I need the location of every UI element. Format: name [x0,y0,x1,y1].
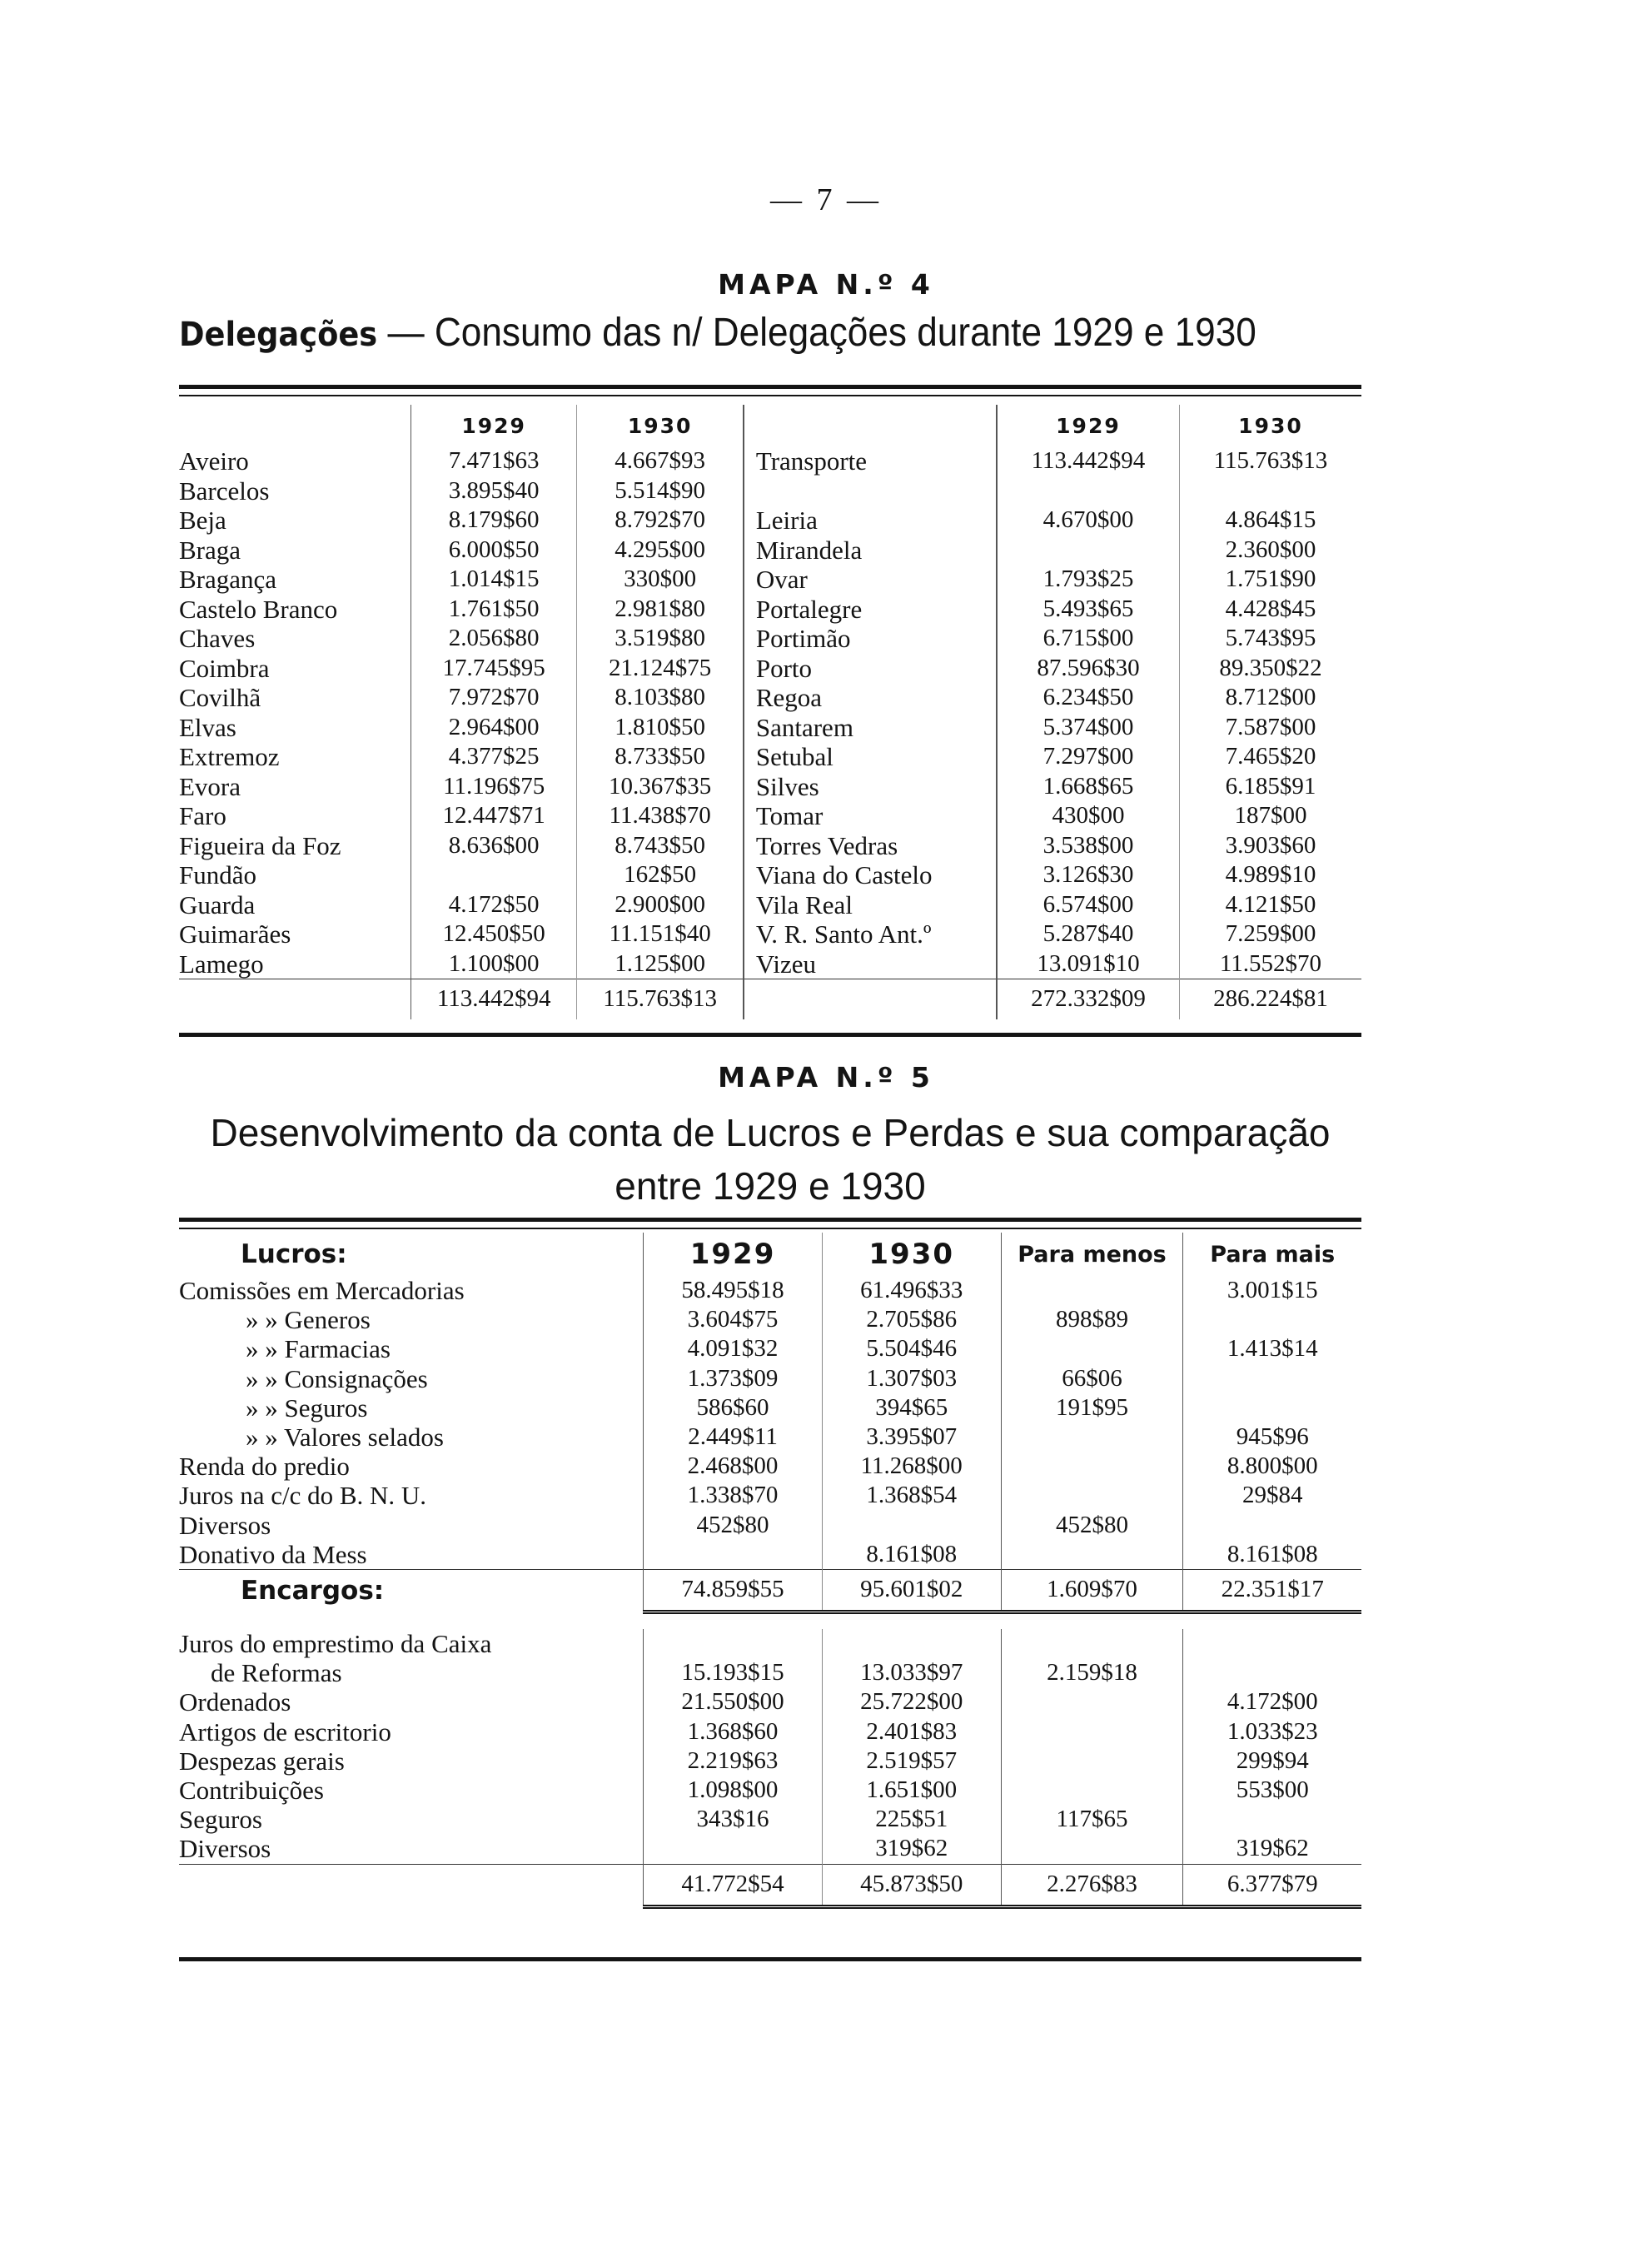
map4-right-1930: 89.350$22 [1219,654,1322,681]
map4-left-1929: 11.196$75 [411,772,576,802]
map5-lucros-total-row [179,1570,1361,1612]
map5-lucros-label: Diversos [179,1510,271,1540]
map4-left-name: Lamego [179,949,264,979]
map5-lucros-para-mais: 945$96 [1236,1423,1309,1451]
map4-row [179,890,1361,920]
map5-lucros-1930: 61.496$33 [822,1276,1001,1305]
map4-row [179,446,1361,476]
map5-lucros-1929: 4.091$32 [644,1334,823,1363]
map4-left-1930: 10.367$35 [577,772,744,802]
map4-left-name: Bragança [179,565,277,594]
map5-encargos-row [179,1687,1361,1716]
map4-left-1929: 1.761$50 [411,595,576,625]
map4-right-name: Setubal [755,742,833,771]
map5-lucros-1930: 5.504$46 [822,1334,1001,1363]
map5-lucros-para-mais: 1.413$14 [1227,1335,1318,1363]
map4-title-rest: — Consumo das n/ Delegações durante 1929 e 1930 [377,311,1256,355]
map4-left-name: Covilhã [179,683,261,712]
map4-right-1929: 5.493$65 [997,595,1180,625]
map4-left-1930: 162$50 [577,860,744,890]
map4-left-1929: 6.000$50 [411,536,576,565]
map4-left-1929 [411,860,576,890]
map5-lucros-label: » » Generos [246,1305,371,1335]
map5-lucros-1930: 2.705$86 [822,1305,1001,1334]
map4-bottom-rule [179,1033,1361,1037]
map5-lucros-total-1930: 95.601$02 [822,1570,1001,1612]
map5-encargos-1930 [822,1629,1001,1658]
map4-right-1929: 1.793$25 [997,565,1180,595]
map4-right-1930: 1.751$90 [1225,565,1316,592]
map5-encargos-label: Seguros [179,1805,262,1835]
map5-encargos-para-menos [1001,1776,1183,1805]
map4-left-1930: 8.733$50 [577,742,744,772]
map5-lucros-1930: 1.307$03 [822,1364,1001,1393]
map4-right-1929 [997,536,1180,565]
map4-right-1930: 4.121$50 [1225,890,1316,918]
map4-right-name: Vizeu [755,949,817,979]
map5-lucros-total-para-menos: 1.609$70 [1001,1570,1183,1612]
map4-right-1929: 3.538$00 [997,831,1180,861]
map4-left-name: Figueira da Foz [179,830,341,860]
map4-total-blank-left [179,979,411,1020]
map5-lucros-row [179,1422,1361,1452]
map4-left-1929: 7.471$63 [411,446,576,476]
map4-total-row [179,979,1361,1020]
map5-lucros-1930: 11.268$00 [822,1452,1001,1481]
map5-encargos-1929 [644,1834,823,1864]
map4-right-total-1929: 272.332$09 [997,979,1180,1020]
map5-lucros-1929: 1.373$09 [644,1364,823,1393]
map4-left-1930: 4.667$93 [577,446,744,476]
map4-right-1929: 87.596$30 [997,654,1180,684]
map4-right-1929: 6.574$00 [997,890,1180,920]
map5-lucros-row [179,1276,1361,1305]
map5-lucros-label: » » Consignações [246,1363,428,1393]
map5-lucros-para-menos [1001,1334,1183,1363]
map5-header-para-menos: Para menos [1001,1233,1183,1276]
map4-right-total-1930: 286.224$81 [1179,979,1361,1020]
map4-right-name [744,476,997,506]
map5-encargos-total-row [179,1864,1361,1906]
map5-body [179,1276,1361,1906]
map5-encargos-label: Artigos de escritorio [179,1716,391,1746]
map5-encargos-1930: 13.033$97 [822,1658,1001,1687]
map4-left-name: Elvas [179,712,236,742]
map4-left-1930: 330$00 [577,565,744,595]
map4-left-1929: 2.964$00 [411,713,576,743]
page-number: — 7 — [770,182,882,217]
map5-heading: MAPA N.º 5 [718,1061,934,1094]
map4-header-1930-right: 1930 [1238,413,1303,438]
map4-table [179,405,1361,1019]
map5-lucros-label: Comissões em Mercadorias [179,1276,465,1305]
map5-encargos-1930: 225$51 [822,1805,1001,1834]
map4-left-name: Guimarães [179,919,291,949]
map4-top-rule-thin [179,395,1361,396]
map4-left-1930: 11.151$40 [577,919,744,949]
map4-row [179,476,1361,506]
map4-right-1929: 113.442$94 [997,446,1180,476]
map5-encargos-total-para-menos: 2.276$83 [1001,1864,1183,1906]
map4-title [179,310,1266,356]
map5-top-rule [179,1218,1361,1222]
map4-row [179,831,1361,861]
map4-left-1930: 5.514$90 [577,476,744,506]
map4-header-row [179,405,1361,446]
map4-right-1929: 3.126$30 [997,860,1180,890]
map5-lucros-1930 [822,1511,1001,1540]
map5-lucros-label: » » Valores selados [246,1422,444,1452]
map4-right-1930: 11.552$70 [1219,949,1322,977]
map4-right-1929: 430$00 [997,801,1180,831]
map4-right-1930 [1179,476,1361,506]
map5-lucros-para-menos: 452$80 [1001,1511,1183,1540]
map5-encargos-para-menos [1001,1717,1183,1746]
map5-title-line1: Desenvolvimento da conta de Lucros e Perdas e sua comparação [210,1111,1331,1154]
map4-row [179,506,1361,536]
map4-right-name: Portimão [755,624,851,653]
map4-row [179,565,1361,595]
map5-encargos-1929: 1.368$60 [644,1717,823,1746]
map4-right-1930: 4.864$15 [1225,506,1316,533]
map4-left-1930: 1.810$50 [577,713,744,743]
map4-right-name: Torres Vedras [755,830,898,860]
map5-table [179,1233,1361,1909]
map4-left-1930: 3.519$80 [577,624,744,654]
map4-right-1930: 4.428$45 [1225,595,1316,622]
map4-right-1929: 6.234$50 [997,683,1180,713]
map5-header-row [179,1233,1361,1276]
map5-encargos-1929: 21.550$00 [644,1687,823,1716]
map5-lucros-para-mais: 8.161$08 [1227,1540,1318,1567]
map5-encargos-1930: 2.519$57 [822,1746,1001,1776]
map4-left-1929: 17.745$95 [411,654,576,684]
map4-right-name: Regoa [755,683,823,712]
map5-lucros-para-mais: 8.800$00 [1227,1452,1318,1480]
map4-right-name: Vila Real [755,889,853,919]
map4-right-name: V. R. Santo Ant.º [755,919,932,949]
map5-lucros-1929 [644,1540,823,1570]
map4-right-name: Tomar [755,801,824,830]
map4-body [179,446,1361,1019]
map5-lucros-total-1929: 74.859$55 [644,1570,823,1612]
map5-encargos-para-mais: 1.033$23 [1227,1717,1318,1745]
map5-encargos-1929: 2.219$63 [644,1746,823,1776]
map4-row [179,536,1361,565]
map4-right-name: Portalegre [755,594,863,624]
map5-encargos-label: Contribuições [179,1776,324,1806]
map5-lucros-row [179,1393,1361,1422]
map5-encargos-label: Juros do emprestimo da Caixa [179,1629,492,1659]
map4-left-1929: 2.056$80 [411,624,576,654]
map4-left-1930: 8.792$70 [577,506,744,536]
map4-left-1930: 8.103$80 [577,683,744,713]
map5-title-line2: entre 1929 e 1930 [615,1164,926,1208]
map5-lucros-row [179,1540,1361,1570]
map4-header-1930-left: 1930 [577,405,744,446]
map4-left-1929: 1.014$15 [411,565,576,595]
map4-right-name: Ovar [755,565,808,594]
map4-right-1930: 8.712$00 [1225,684,1316,710]
map5-encargos-row [179,1717,1361,1746]
map4-left-name: Extremoz [179,742,280,771]
map4-left-1929: 12.447$71 [411,801,576,831]
map4-row [179,860,1361,890]
map5-lucros-para-menos [1001,1452,1183,1481]
map4-row [179,654,1361,684]
map4-left-name: Faro [179,801,226,830]
map4-right-1929: 1.668$65 [997,772,1180,802]
map4-left-1930: 4.295$00 [577,536,744,565]
map4-right-1930: 6.185$91 [1225,772,1316,800]
map4-right-1929: 7.297$00 [997,742,1180,772]
map5-encargos-row [179,1658,1361,1687]
map4-right-1930: 7.259$00 [1225,920,1316,947]
map4-left-name: Evora [179,771,241,801]
map5-encargos-row [179,1805,1361,1834]
map4-right-name: Porto [755,653,813,683]
map4-left-name: Fundão [179,860,256,889]
map4-left-total-1930: 115.763$13 [577,979,744,1020]
map5-lucros-para-menos: 66$06 [1001,1364,1183,1393]
map5-encargos-label: Diversos [179,1834,271,1864]
map5-lucros-1929: 2.468$00 [644,1452,823,1481]
map4-right-1930: 7.465$20 [1225,743,1316,770]
map4-right-name: Viana do Castelo [755,860,933,889]
map5-encargos-para-mais: 299$94 [1236,1746,1309,1774]
map4-right-name: Silves [755,771,819,801]
map5-lucros-label: » » Farmacias [246,1334,391,1364]
map5-lucros-1930: 3.395$07 [822,1422,1001,1452]
map4-row [179,742,1361,772]
map4-heading: MAPA N.º 4 [718,268,934,301]
map4-right-1929: 5.374$00 [997,713,1180,743]
map5-encargos-label: de Reformas [211,1658,342,1688]
map4-right-1930: 7.587$00 [1225,713,1316,740]
map4-right-1929: 13.091$10 [997,949,1180,979]
map4-left-1929: 4.172$50 [411,890,576,920]
map4-right-1930: 2.360$00 [1225,536,1316,563]
map5-encargos-para-mais [1183,1805,1361,1834]
map4-left-name: Guarda [179,889,256,919]
map4-header-blank-right [744,405,997,446]
map4-right-1930: 3.903$60 [1225,831,1316,859]
map4-right-1930: 187$00 [1234,802,1307,829]
map5-encargos-para-mais: 553$00 [1236,1776,1309,1804]
map5-lucros-1929: 1.338$70 [644,1481,823,1510]
map4-left-name: Coimbra [179,653,270,683]
map4-right-1929: 4.670$00 [997,506,1180,536]
map5-encargos-1930: 319$62 [822,1834,1001,1864]
map5-lucros-para-mais [1183,1364,1361,1393]
map5-lucros-para-mais: 3.001$15 [1227,1277,1318,1303]
map5-encargos-1929: 343$16 [644,1805,823,1834]
map5-encargos-para-menos [1001,1687,1183,1716]
map5-lucros-1929: 452$80 [644,1511,823,1540]
map5-encargos-para-mais [1183,1629,1361,1658]
map5-encargos-total-1929: 41.772$54 [644,1864,823,1906]
map5-encargos-para-mais [1183,1658,1361,1687]
map5-lucros-para-mais [1183,1393,1361,1422]
map5-lucros-para-menos [1001,1540,1183,1570]
map5-lucros-1929: 2.449$11 [644,1422,823,1452]
map5-bottom-rule [179,1957,1361,1961]
map5-encargos-total-para-mais: 6.377$79 [1183,1864,1361,1906]
map4-left-name: Chaves [179,624,256,653]
map5-lucros-para-menos [1001,1276,1183,1305]
map5-encargos-1930: 25.722$00 [822,1687,1001,1716]
map5-lucros-label: Juros na c/c do B. N. U. [179,1481,427,1511]
map5-spacer-row [179,1612,1361,1630]
map4-left-1930: 21.124$75 [577,654,744,684]
map5-lucros-1929: 58.495$18 [644,1276,823,1305]
map5-lucros-1929: 586$60 [644,1393,823,1422]
map5-spacer [179,1612,1361,1630]
map5-encargos-row [179,1834,1361,1864]
map4-left-1929: 3.895$40 [411,476,576,506]
map5-encargos-1929 [644,1629,823,1658]
map5-lucros-total-label: Encargos: [179,1570,644,1612]
map5-lucros-1930: 1.368$54 [822,1481,1001,1510]
map5-lucros-row [179,1364,1361,1393]
map5-top-rule-thin [179,1228,1361,1229]
map5-lucros-row [179,1481,1361,1510]
map4-row [179,919,1361,949]
map5-lucros-para-mais [1183,1511,1361,1540]
map5-encargos-row [179,1629,1361,1658]
map4-left-1930: 1.125$00 [577,949,744,979]
map4-left-1929: 12.450$50 [411,919,576,949]
map4-left-1930: 2.981$80 [577,595,744,625]
map5-encargos-para-menos [1001,1746,1183,1776]
map4-row [179,713,1361,743]
map5-lucros-para-menos [1001,1422,1183,1452]
map4-title-lead: Delegações [179,316,378,354]
map5-header-1930: 1930 [822,1233,1001,1276]
map4-left-name: Aveiro [179,446,249,476]
map4-top-rule [179,385,1361,389]
map5-encargos-1930: 2.401$83 [822,1717,1001,1746]
map5-lucros-row [179,1452,1361,1481]
map4-right-1930: 115.763$13 [1213,447,1328,474]
map5-lucros-label: » » Seguros [246,1393,368,1422]
map4-header-1929-left: 1929 [411,405,576,446]
map5-lucros-label: Donativo da Mess [179,1539,367,1569]
map5-lucros-1930: 8.161$08 [822,1540,1001,1570]
map5-encargos-para-menos: 117$65 [1001,1805,1183,1834]
map4-row [179,772,1361,802]
map4-right-1930: 5.743$95 [1225,625,1316,651]
map4-right-1930: 4.989$10 [1225,861,1316,888]
map5-encargos-para-mais: 319$62 [1236,1835,1309,1862]
map5-encargos-label: Ordenados [179,1687,291,1717]
map4-row [179,801,1361,831]
map5-header-para-mais: Para mais [1210,1241,1336,1268]
map4-right-name: Mirandela [755,535,863,565]
map4-header-blank-left [179,405,411,446]
map5-encargos-para-menos [1001,1834,1183,1864]
map5-lucros-para-menos: 191$95 [1001,1393,1183,1422]
map5-lucros-para-mais [1183,1305,1361,1334]
map5-lucros-para-menos: 898$89 [1001,1305,1183,1334]
map5-encargos-1929: 1.098$00 [644,1776,823,1805]
map4-row [179,949,1361,979]
map4-right-1929 [997,476,1180,506]
map5-lucros-total-para-mais: 22.351$17 [1183,1570,1361,1612]
map5-encargos-row [179,1776,1361,1805]
map5-lucros-para-mais: 29$84 [1241,1482,1303,1509]
map5-lucros-label: Renda do predio [179,1452,350,1482]
map5-encargos-total-label [179,1864,644,1906]
map4-right-1929: 5.287$40 [997,919,1180,949]
map4-left-name: Castelo Branco [179,594,338,624]
map5-encargos-1929: 15.193$15 [644,1658,823,1687]
map4-left-1930: 8.743$50 [577,831,744,861]
map4-right-name: Transporte [755,446,868,476]
map4-right-name: Leiria [755,506,818,535]
map4-total-blank-right [744,979,997,1020]
map4-row [179,683,1361,713]
map5-title [179,1106,1361,1213]
map5-lucros-1929: 3.604$75 [644,1305,823,1334]
map5-encargos-para-menos [1001,1629,1183,1658]
map4-left-total-1929: 113.442$94 [411,979,576,1020]
map4-left-1929: 8.636$00 [411,831,576,861]
map4-left-1929: 7.972$70 [411,683,576,713]
map4-left-1929: 1.100$00 [411,949,576,979]
map5-lucros-row [179,1511,1361,1540]
map5-encargos-para-menos: 2.159$18 [1001,1658,1183,1687]
map5-header-1929: 1929 [644,1233,823,1276]
map4-right-name: Santarem [755,712,853,742]
map4-left-name: Beja [179,506,226,535]
map5-encargos-1930: 1.651$00 [822,1776,1001,1805]
map4-left-1929: 8.179$60 [411,506,576,536]
map5-encargos-label: Despezas gerais [179,1746,345,1776]
map4-left-1930: 11.438$70 [577,801,744,831]
map5-lucros-row [179,1334,1361,1363]
map5-lucros-1930: 394$65 [822,1393,1001,1422]
map5-lucros-label: Lucros: [241,1239,347,1269]
map5-encargos-row [179,1746,1361,1776]
map4-right-1929: 6.715$00 [997,624,1180,654]
map4-left-1929: 4.377$25 [411,742,576,772]
map4-left-name: Braga [179,535,241,565]
map4-row [179,624,1361,654]
map5-encargos-total-1930: 45.873$50 [822,1864,1001,1906]
map4-left-name: Barcelos [179,476,270,506]
map4-header-1929-right: 1929 [997,405,1180,446]
map4-left-1930: 2.900$00 [577,890,744,920]
map5-lucros-row [179,1305,1361,1334]
map5-encargos-para-mais: 4.172$00 [1227,1688,1318,1716]
map5-lucros-para-menos [1001,1481,1183,1510]
map4-row [179,595,1361,625]
